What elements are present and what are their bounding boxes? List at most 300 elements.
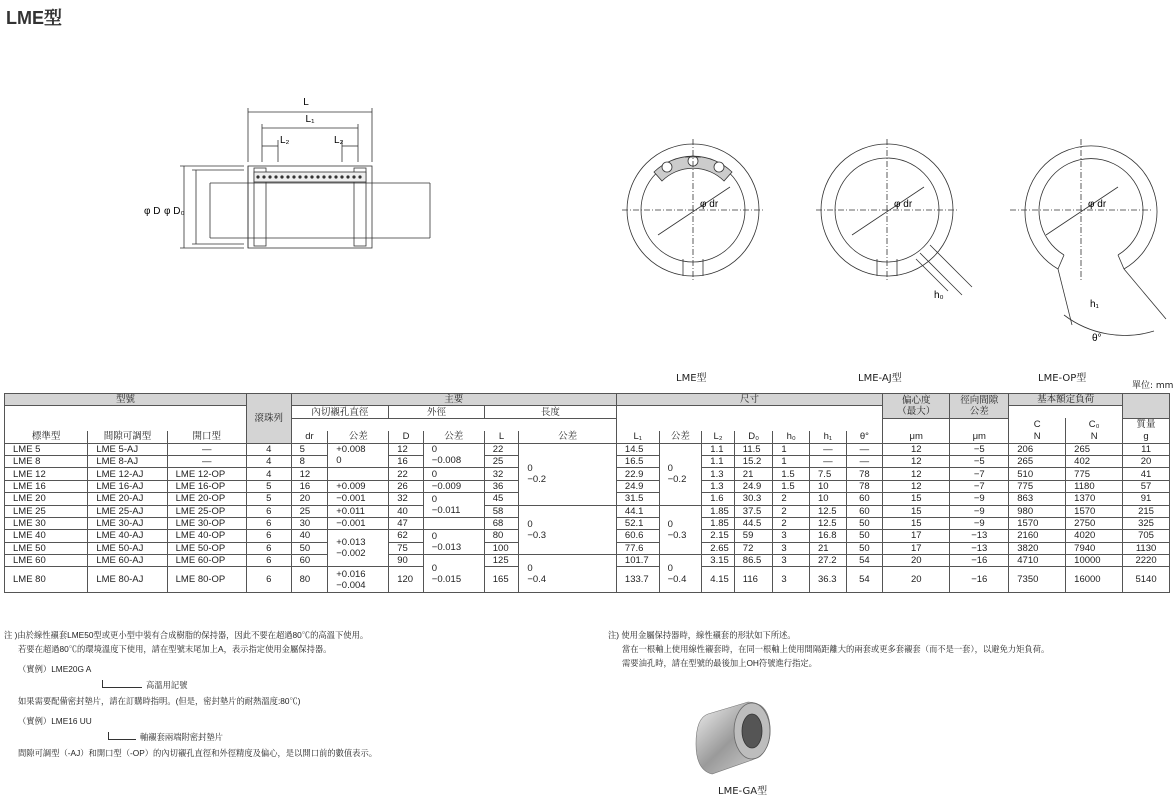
tol-upper: 0 — [667, 463, 673, 475]
hdr-main: 主要 — [291, 394, 616, 406]
cell-L1: 77.6 — [616, 542, 659, 554]
bushing-photo-shape — [696, 702, 770, 774]
cell-C0: 1570 — [1066, 505, 1123, 517]
hdr-main-blank — [291, 418, 616, 430]
cell-D0: 44.5 — [734, 517, 773, 529]
cell-op: LME 12-OP — [167, 468, 246, 480]
cell-C: 206 — [1009, 443, 1066, 455]
cell-C0: 402 — [1066, 455, 1123, 467]
cell-dr: 25 — [291, 505, 328, 517]
note-line: 注 )由於線性襯套LME50型或更小型中裝有合成樹脂的保持器，因此不要在超過80℃的高溫下使用。 — [4, 630, 369, 640]
cell-rows: 6 — [246, 517, 291, 529]
cell-D: 90 — [389, 555, 424, 567]
side-view-drawing — [140, 88, 440, 268]
h0-label: h₀ — [934, 290, 944, 301]
cell-dr: 12 — [291, 468, 328, 480]
cell-std: LME 40 — [5, 530, 88, 542]
cell-D: 16 — [389, 455, 424, 467]
cell-L-tol — [519, 555, 617, 593]
hdr-load-blank — [1009, 406, 1123, 418]
cell-L: 165 — [484, 567, 519, 593]
hdr-u-um2: μm — [950, 431, 1009, 443]
cell-C: 510 — [1009, 468, 1066, 480]
hdr-op: 開口型 — [167, 431, 246, 443]
cell-aj: LME 16-AJ — [88, 480, 167, 492]
hdr-c-L2: L₂ — [702, 431, 735, 443]
cell-rad: −7 — [950, 468, 1009, 480]
cell-C: 2160 — [1009, 530, 1066, 542]
cell-L: 32 — [484, 468, 519, 480]
cell-h0: 2 — [773, 505, 810, 517]
cell-h0: 1 — [773, 443, 810, 455]
cell-D-tol — [423, 555, 484, 593]
tol-upper: 0 — [527, 518, 533, 530]
tol-lower: −0.3 — [667, 529, 687, 541]
hdr-c-tol3: 公差 — [519, 431, 617, 443]
cell-op: — — [167, 455, 246, 467]
cell-L1: 52.1 — [616, 517, 659, 529]
phi-dr-label-1: φ dr — [700, 199, 719, 210]
cell-aj: LME 12-AJ — [88, 468, 167, 480]
cell-L1: 16.5 — [616, 455, 659, 467]
cell-m: 2220 — [1123, 555, 1170, 567]
tol-upper: 0 — [431, 531, 438, 543]
cell-L2: 3.15 — [702, 555, 735, 567]
cell-std: LME 5 — [5, 443, 88, 455]
tol-upper: +0.016 — [336, 568, 366, 580]
hdr-radial-label: 徑向間隙 — [960, 394, 999, 406]
cell-h1: 10 — [810, 493, 847, 505]
tol-lower: −0.2 — [527, 474, 547, 486]
tol-upper: 0 — [431, 444, 438, 456]
cell-h1: 10 — [810, 480, 847, 492]
cell-th: 78 — [846, 468, 883, 480]
cell-th: 54 — [846, 567, 883, 593]
cell-dr-tol-upper: +0.011 — [328, 505, 389, 517]
cell-aj: LME 8-AJ — [88, 455, 167, 467]
cell-D: 22 — [389, 468, 424, 480]
cell-rows: 6 — [246, 567, 291, 593]
cell-C0: 7940 — [1066, 542, 1123, 554]
cell-ecc: 20 — [883, 567, 950, 593]
note-line: 當在一根軸上使用線性襯套時，在同一根軸上使用間隔距離大的兩套或更多套襯套（而不是一套），以避免力矩負荷。 — [622, 644, 1050, 654]
cell-rows: 6 — [246, 555, 291, 567]
cell-D0: 86.5 — [734, 555, 773, 567]
cell-h0: 2 — [773, 517, 810, 529]
cell-D0: 11.5 — [734, 443, 773, 455]
cell-rad: −13 — [950, 542, 1009, 554]
cell-D: 40 — [389, 505, 424, 517]
cell-m: 11 — [1123, 443, 1170, 455]
hdr-outer: 外徑 — [389, 406, 485, 418]
cell-ecc: 20 — [883, 555, 950, 567]
cell-D0: 24.9 — [734, 480, 773, 492]
cell-th: 78 — [846, 480, 883, 492]
cell-std: LME 60 — [5, 555, 88, 567]
hdr-bore: 內切襯孔直徑 — [291, 406, 389, 418]
hdr-c-L1: L₁ — [616, 431, 659, 443]
tol-lower: −0.004 — [336, 579, 366, 591]
cell-dr-tol-blank — [328, 468, 389, 480]
note-caption-text: 軸襯套兩端附密封墊片 — [140, 732, 223, 742]
cell-ecc: 12 — [883, 455, 950, 467]
cell-ecc: 12 — [883, 468, 950, 480]
cell-rad: −5 — [950, 443, 1009, 455]
cell-D0: 72 — [734, 542, 773, 554]
cell-m: 325 — [1123, 517, 1170, 529]
page-title: LME型 — [6, 8, 62, 28]
hdr-mass-blank — [1123, 394, 1170, 419]
dim-label-L2b: L₂ — [334, 135, 344, 146]
cell-L1-tol — [659, 505, 702, 555]
hdr-radial — [950, 394, 1009, 419]
cell-ecc: 15 — [883, 505, 950, 517]
cell-h1: 7.5 — [810, 468, 847, 480]
cell-m: 5140 — [1123, 567, 1170, 593]
cell-D-tol-blank — [423, 517, 484, 529]
cell-rows: 6 — [246, 530, 291, 542]
cell-std: LME 50 — [5, 542, 88, 554]
unit-label: 單位: mm — [1132, 381, 1174, 391]
note-caption — [4, 678, 604, 692]
hdr-c-th: θ° — [846, 431, 883, 443]
cell-D-tol — [423, 443, 484, 468]
cell-L1-tol — [659, 555, 702, 593]
tol-lower: −0.2 — [667, 474, 687, 486]
cell-th: 60 — [846, 505, 883, 517]
cell-L: 125 — [484, 555, 519, 567]
note-line: 若要在超過80℃的環境溫度下使用，請在型號末尾加上A，表示指定使用金屬保持器。 — [18, 644, 332, 654]
hdr-mass: 質量 — [1123, 418, 1170, 430]
cell-rows: 5 — [246, 480, 291, 492]
cell-C: 1570 — [1009, 517, 1066, 529]
hdr-aj: 間隙可調型 — [88, 431, 167, 443]
cell-D0: 15.2 — [734, 455, 773, 467]
tol-lower: −0.002 — [336, 548, 366, 560]
tol-upper: 0 — [431, 494, 438, 506]
phi-dr-label-2: φ dr — [894, 199, 913, 210]
hdr-model-blank — [5, 406, 247, 418]
hdr-c-tol4: 公差 — [659, 431, 702, 443]
cell-std: LME 80 — [5, 567, 88, 593]
hdr-c-h0: h₀ — [773, 431, 810, 443]
cell-L1-tol — [659, 443, 702, 505]
hdr-c-D: D — [389, 431, 424, 443]
dim-label-phiD0: φ D₀ — [164, 206, 185, 217]
spec-table — [4, 393, 1170, 593]
table-row — [5, 443, 1170, 455]
cell-L1: 101.7 — [616, 555, 659, 567]
cell-th: 50 — [846, 530, 883, 542]
cell-aj: LME 40-AJ — [88, 530, 167, 542]
cell-h0: 1.5 — [773, 468, 810, 480]
cell-L1: 14.5 — [616, 443, 659, 455]
cell-h0: 3 — [773, 542, 810, 554]
cell-C: 265 — [1009, 455, 1066, 467]
cell-m: 57 — [1123, 480, 1170, 492]
cell-L: 22 — [484, 443, 519, 455]
note-caption — [4, 730, 604, 744]
cell-h0: 3 — [773, 567, 810, 593]
cell-op: LME 50-OP — [167, 542, 246, 554]
cell-C: 863 — [1009, 493, 1066, 505]
hdr-ecc-label: 偏心度 — [901, 394, 931, 406]
cell-L: 36 — [484, 480, 519, 492]
cell-aj: LME 30-AJ — [88, 517, 167, 529]
cell-C: 775 — [1009, 480, 1066, 492]
cell-ecc: 12 — [883, 480, 950, 492]
cell-th: 50 — [846, 517, 883, 529]
table-row — [5, 505, 1170, 517]
hdr-model-blank2 — [5, 418, 247, 430]
hdr-c-dr: dr — [291, 431, 328, 443]
cell-m: 215 — [1123, 505, 1170, 517]
bushing-photo — [690, 694, 780, 784]
cell-C0: 4020 — [1066, 530, 1123, 542]
cell-rad: −16 — [950, 567, 1009, 593]
dim-label-L1: L₁ — [305, 114, 315, 125]
cell-L2: 2.15 — [702, 530, 735, 542]
cell-h0: 1.5 — [773, 480, 810, 492]
cell-C: 7350 — [1009, 567, 1066, 593]
cell-th: 50 — [846, 542, 883, 554]
cell-h1: 12.5 — [810, 517, 847, 529]
cell-L: 80 — [484, 530, 519, 542]
cell-C0: 2750 — [1066, 517, 1123, 529]
tol-lower: −0.4 — [527, 573, 547, 585]
cell-D-tol-upper: 0 — [423, 468, 484, 480]
note-line: 間隙可調型（-AJ）和開口型（-OP）的內切襯孔直徑和外徑精度及偏心，是以開口前的數值表示。 — [18, 748, 378, 758]
tol-upper: +0.008 — [336, 444, 366, 456]
hdr-ball-rows: 滾珠列 — [246, 394, 291, 444]
cell-m: 41 — [1123, 468, 1170, 480]
hdr-c-D0: D₀ — [734, 431, 773, 443]
cell-dr-tol-lower: −0.001 — [328, 493, 389, 505]
theta-label: θ° — [1092, 333, 1102, 344]
hdr-ecc-blank — [883, 418, 950, 430]
cell-op: LME 60-OP — [167, 555, 246, 567]
front-view-lme-aj — [812, 135, 982, 310]
cell-L: 45 — [484, 493, 519, 505]
cell-h1: 16.8 — [810, 530, 847, 542]
cell-m: 20 — [1123, 455, 1170, 467]
view-caption-lme-op: LME-OP型 — [1038, 373, 1087, 384]
cell-op: LME 16-OP — [167, 480, 246, 492]
cell-rad: −7 — [950, 480, 1009, 492]
tol-lower: −0.3 — [527, 529, 547, 541]
dim-label-L2a: L₂ — [280, 135, 290, 146]
cell-D0: 30.3 — [734, 493, 773, 505]
cell-rad: −9 — [950, 517, 1009, 529]
table-row — [5, 555, 1170, 567]
cell-ecc: 15 — [883, 517, 950, 529]
cell-h1: 36.3 — [810, 567, 847, 593]
cell-rad: −9 — [950, 505, 1009, 517]
tol-lower: 0 — [336, 455, 342, 467]
cell-D0: 116 — [734, 567, 773, 593]
cell-C0: 16000 — [1066, 567, 1123, 593]
cell-D-tol-lower: −0.009 — [423, 480, 484, 492]
front-view-lme — [618, 135, 768, 285]
cell-C: 4710 — [1009, 555, 1066, 567]
cell-L2: 1.3 — [702, 480, 735, 492]
cell-D: 32 — [389, 493, 424, 505]
cell-h1: 27.2 — [810, 555, 847, 567]
tol-lower: −0.015 — [431, 573, 462, 585]
cell-aj: LME 5-AJ — [88, 443, 167, 455]
hdr-u-um1: μm — [883, 431, 950, 443]
cell-L2: 1.1 — [702, 443, 735, 455]
cell-C: 3820 — [1009, 542, 1066, 554]
cell-C0: 775 — [1066, 468, 1123, 480]
hdr-c-tol2: 公差 — [423, 431, 484, 443]
cell-L-tol — [519, 505, 617, 555]
cell-std: LME 30 — [5, 517, 88, 529]
cell-dr-tol — [328, 443, 389, 468]
hdr-radial-blank — [950, 418, 1009, 430]
cell-D: 120 — [389, 567, 424, 593]
cell-dr: 16 — [291, 480, 328, 492]
cell-L: 58 — [484, 505, 519, 517]
cell-D: 12 — [389, 443, 424, 455]
cell-std: LME 8 — [5, 455, 88, 467]
bracket-line — [108, 732, 136, 740]
cell-dr: 5 — [291, 443, 328, 455]
cell-ecc: 12 — [883, 443, 950, 455]
tol-lower: −0.011 — [431, 505, 461, 517]
cell-ecc: 15 — [883, 493, 950, 505]
cell-h0: 3 — [773, 555, 810, 567]
cell-aj: LME 50-AJ — [88, 542, 167, 554]
cell-D0: 37.5 — [734, 505, 773, 517]
cell-dr-tol — [328, 567, 389, 593]
cell-D: 47 — [389, 517, 424, 529]
tol-upper: 0 — [431, 562, 438, 574]
cell-h1: — — [810, 443, 847, 455]
cell-op: LME 80-OP — [167, 567, 246, 593]
hdr-u-N2: N — [1066, 431, 1123, 443]
cell-op: LME 30-OP — [167, 517, 246, 529]
hdr-std: 標準型 — [5, 431, 88, 443]
cell-L1: 60.6 — [616, 530, 659, 542]
cell-h0: 1 — [773, 455, 810, 467]
cell-L2: 4.15 — [702, 567, 735, 593]
cell-dr: 50 — [291, 542, 328, 554]
hdr-C: C — [1009, 418, 1066, 430]
note-example: （實例）LME20G A — [18, 664, 92, 674]
cell-dr: 30 — [291, 517, 328, 529]
tol-upper: 0 — [527, 562, 533, 574]
cell-th: 54 — [846, 555, 883, 567]
note-line: 如果需要配備密封墊片，請在訂購時指明。(但是，密封墊片的耐熱溫度:80℃) — [18, 696, 301, 706]
cell-dr-tol — [328, 530, 389, 567]
cell-h0: 2 — [773, 493, 810, 505]
hdr-c-L: L — [484, 431, 519, 443]
hdr-length: 長度 — [484, 406, 616, 418]
cell-dr-tol-upper: +0.009 — [328, 480, 389, 492]
notes-left — [4, 628, 604, 760]
tol-lower: −0.008 — [431, 455, 462, 467]
cell-rows: 4 — [246, 468, 291, 480]
cell-L: 25 — [484, 455, 519, 467]
cell-std: LME 25 — [5, 505, 88, 517]
cell-L1: 22.9 — [616, 468, 659, 480]
cell-rad: −13 — [950, 530, 1009, 542]
cell-D0: 21 — [734, 468, 773, 480]
cell-aj: LME 80-AJ — [88, 567, 167, 593]
cell-std: LME 16 — [5, 480, 88, 492]
hdr-u-N1: N — [1009, 431, 1066, 443]
cell-L2: 1.6 — [702, 493, 735, 505]
hdr-dims-blank2 — [616, 418, 882, 430]
cell-ecc: 17 — [883, 542, 950, 554]
cell-h1: — — [810, 455, 847, 467]
h1-label: h₁ — [1090, 299, 1099, 310]
hdr-u-g: g — [1123, 431, 1170, 443]
tol-lower: −0.4 — [667, 573, 687, 585]
hdr-model: 型號 — [5, 394, 247, 406]
cell-dr-tol-lower: −0.001 — [328, 517, 389, 529]
cell-std: LME 12 — [5, 468, 88, 480]
cell-rows: 6 — [246, 505, 291, 517]
cell-L2: 1.1 — [702, 455, 735, 467]
cell-D0: 59 — [734, 530, 773, 542]
cell-dr: 40 — [291, 530, 328, 542]
cell-C0: 265 — [1066, 443, 1123, 455]
cell-dr: 8 — [291, 455, 328, 467]
cell-L-tol — [519, 443, 617, 505]
cell-L2: 1.3 — [702, 468, 735, 480]
cell-m: 705 — [1123, 530, 1170, 542]
cell-L: 100 — [484, 542, 519, 554]
cell-L: 68 — [484, 517, 519, 529]
cell-aj: LME 20-AJ — [88, 493, 167, 505]
cell-op: LME 20-OP — [167, 493, 246, 505]
hdr-radial-sub: 公差 — [969, 405, 989, 417]
cell-ecc: 17 — [883, 530, 950, 542]
cell-h1: 12.5 — [810, 505, 847, 517]
notes-right — [608, 628, 1174, 670]
note-line: 注) 使用金屬保持器時，線性襯套的形狀如下所述。 — [608, 630, 796, 640]
cell-h1: 21 — [810, 542, 847, 554]
cell-th: — — [846, 443, 883, 455]
cell-aj: LME 60-AJ — [88, 555, 167, 567]
cell-D: 26 — [389, 480, 424, 492]
cell-D-tol — [423, 530, 484, 555]
cell-C0: 1370 — [1066, 493, 1123, 505]
hdr-dims-blank — [616, 406, 882, 418]
photo-caption: LME-GA型 — [718, 786, 768, 797]
cell-m: 91 — [1123, 493, 1170, 505]
cell-dr: 60 — [291, 555, 328, 567]
hdr-dims: 尺寸 — [616, 394, 882, 406]
tol-upper: +0.013 — [336, 537, 366, 549]
dim-label-phiD: φ D — [144, 206, 161, 217]
cell-C: 980 — [1009, 505, 1066, 517]
hdr-load: 基本額定負荷 — [1009, 394, 1123, 406]
cell-th: 60 — [846, 493, 883, 505]
view-caption-lme: LME型 — [676, 373, 707, 384]
hdr-ecc-sub: （最大） — [897, 405, 936, 417]
cell-D: 62 — [389, 530, 424, 542]
note-example: （實例）LME16 UU — [18, 716, 92, 726]
cell-rad: −5 — [950, 455, 1009, 467]
cell-m: 1130 — [1123, 542, 1170, 554]
tol-upper: 0 — [527, 463, 533, 475]
tol-upper: 0 — [667, 518, 673, 530]
cell-L1: 24.9 — [616, 480, 659, 492]
cell-op: LME 25-OP — [167, 505, 246, 517]
